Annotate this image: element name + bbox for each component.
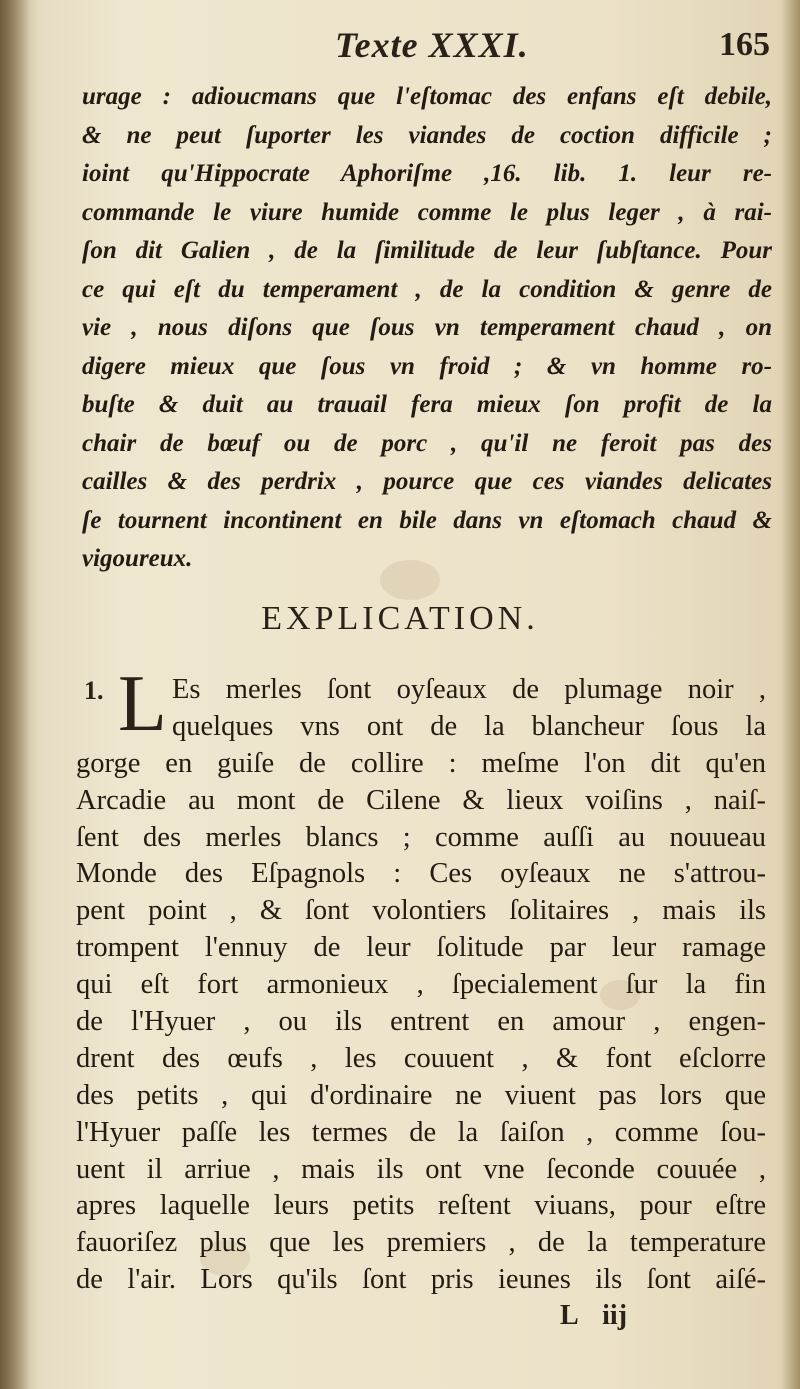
text-line: vigoureux. <box>82 545 193 572</box>
text-line: cailles & des perdrix , pource que ces viandes delicates <box>82 468 772 495</box>
text-line: drent des œufs , les couuent , & font eſclorre <box>76 1042 766 1074</box>
text-line: uent il arriue , mais ils ont vne ſeconde couuée , <box>76 1153 766 1185</box>
text-line: ſe tournent incontinent en bile dans vn eſtomach chaud & <box>82 506 772 534</box>
section-heading: EXPLICATION. <box>261 600 539 637</box>
text-line: digere mieux que ſous vn froid ; & vn homme ro- <box>82 352 772 380</box>
text-line: pent point , & ſont volontiers ſolitaires , mais ils <box>76 895 766 927</box>
text-line: de l'Hyuer , ou ils entrent en amour , engen- <box>76 1006 766 1038</box>
text-line: l'Hyuer paſſe les termes de la ſaiſon , comme ſou- <box>76 1116 766 1148</box>
page-number: 165 <box>719 26 770 63</box>
text-line: fauoriſez plus que les premiers , de la temperature <box>76 1227 766 1259</box>
text-line: ſon dit Galien , de la ſimilitude de leur ſubſtance. Pour <box>82 237 772 264</box>
text-line: trompent l'ennuy de leur ſolitude par leur ramage <box>76 932 766 964</box>
text-line: & ne peut ſuporter les viandes de coction difficile ; <box>82 121 772 149</box>
drop-cap: L <box>118 660 167 748</box>
text-line: gorge en guiſe de collire : meſme l'on dit qu'en <box>76 747 766 779</box>
text-line: ce qui eſt du temperament , de la condition & genre de <box>82 275 772 303</box>
text-line: apres laquelle leurs petits reſtent viuans, pour eſtre <box>76 1190 766 1222</box>
text-line: de l'air. Lors qu'ils ſont pris ieunes ils ſont aiſé- <box>76 1264 766 1296</box>
text-line: Arcadie au mont de Cilene & lieux voiſins , naiſ- <box>76 784 766 816</box>
text-line: commande le viure humide comme le plus leger , à rai- <box>82 198 772 226</box>
text-line: qui eſt fort armonieux , ſpecialement ſur la fin <box>76 969 766 1001</box>
running-head <box>80 24 770 74</box>
text-line: urage : adiouстans que l'eſtomac des enfans eſt debile, <box>82 83 772 110</box>
text-line: buſte & duit au trauail fera mieux ſon profit de la <box>82 391 772 418</box>
text-line: vie , nous diſons que ſous vn temperament chaud , on <box>82 314 772 341</box>
italic-text-block <box>82 78 772 579</box>
text-line: Es merles ſont oyſeaux de plumage noir , <box>172 674 766 705</box>
text-line: des petits , qui d'ordinaire ne viuent pas lors que <box>76 1079 766 1111</box>
paragraph-number: 1. <box>84 676 104 705</box>
text-line: ioint qu'Hippocrate Aphoriſme ,16. lib. 1. leur re- <box>82 160 772 187</box>
text-line: quelques vns ont de la blancheur ſous la <box>172 710 766 742</box>
running-title: Texte XXXI. <box>335 25 529 65</box>
text-line: Monde des Eſpagnols : Ces oyſeaux ne s'attrou- <box>76 858 766 890</box>
text-line: ſent des merles blancs ; comme auſſi au nouueau <box>76 821 766 853</box>
binding-gutter <box>0 0 30 1389</box>
signature-mark: L iij <box>560 1300 628 1331</box>
paragraph-body <box>76 672 766 1299</box>
text-line: chair de bœuf ou de porc , qu'il ne feroit pas des <box>82 429 772 457</box>
